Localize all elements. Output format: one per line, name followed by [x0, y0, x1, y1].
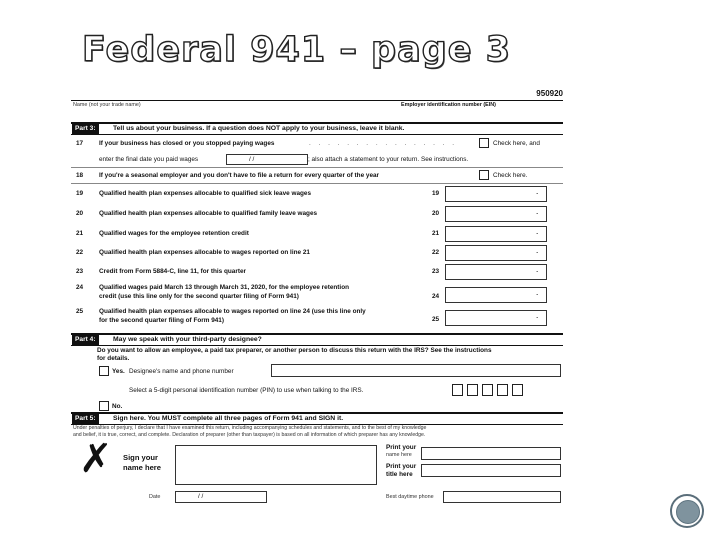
sign-label: Sign your	[123, 453, 159, 462]
divider	[71, 100, 563, 101]
slide-title: Federal 941 – page 3	[82, 30, 512, 70]
amount-field[interactable]: .	[445, 287, 547, 303]
part4-question-cont: for details.	[97, 355, 130, 362]
yes-label: Yes.	[112, 368, 125, 375]
line-ref: 24	[432, 293, 440, 300]
divider	[71, 412, 563, 414]
penalty-text-cont: and belief, it is true, correct, and complete. Declaration of preparer (other than taxpayer) is based on all information of which preparer has any knowledge.	[73, 432, 426, 438]
part3-heading: Tell us about your business. If a question does NOT apply to your business, leave it blank.	[113, 125, 405, 132]
line-text: Qualified health plan expenses allocable to qualified sick leave wages	[99, 190, 312, 197]
line24-text1: Qualified wages paid March 13 through March 31, 2020, for the employee retention	[99, 284, 350, 291]
line-number: 25	[76, 308, 84, 315]
part5-heading: Sign here. You MUST complete all three pages of Form 941 and SIGN it.	[113, 415, 344, 422]
amount-field[interactable]: .	[445, 206, 547, 222]
line18-check-label: Check here.	[493, 172, 528, 179]
print-title-label: Print your	[386, 463, 417, 470]
line-ref: 22	[432, 249, 440, 256]
line18-text: If you're a seasonal employer and you don't have to file a return for every quarter of the year	[99, 172, 380, 179]
line17-checkbox[interactable]	[479, 138, 489, 148]
slide-nav-button[interactable]	[670, 494, 704, 528]
line-number: 17	[76, 140, 84, 147]
pin-digit-input[interactable]	[482, 384, 493, 396]
line-number: 20	[76, 210, 84, 217]
pin-digit-input[interactable]	[512, 384, 523, 396]
ein-field[interactable]	[401, 111, 561, 121]
line17-final-date-label: enter the final date you paid wages	[99, 156, 199, 163]
line-ref: 25	[432, 316, 440, 323]
part4-tag: Part 4:	[72, 335, 99, 345]
divider	[71, 167, 563, 168]
divider	[71, 134, 563, 135]
leader-dots: . . . . . . . . . . . . . . . .	[309, 140, 458, 147]
penalty-text: Under penalties of perjury, I declare that I have examined this return, including accompanying schedules and statements, and to the best of my knowledge	[73, 425, 427, 431]
part5-tag: Part 5:	[72, 414, 99, 424]
divider	[71, 183, 563, 184]
print-title-label-cont: title here	[386, 471, 413, 478]
part4-heading: May we speak with your third-party designee?	[113, 336, 262, 343]
divider	[71, 122, 563, 124]
amount-field[interactable]: .	[445, 310, 547, 326]
pin-digit-input[interactable]	[452, 384, 463, 396]
line-text: Credit from Form 5884-C, line 11, for this quarter	[99, 268, 247, 275]
line18-checkbox[interactable]	[479, 170, 489, 180]
name-label: Name (not your trade name)	[73, 102, 141, 108]
line-text: Qualified health plan expenses allocable to wages reported on line 21	[99, 249, 310, 256]
form-number: 950920	[536, 89, 563, 98]
line25-text2: for the second quarter filing of Form 941)	[99, 317, 224, 324]
pin-digit-input[interactable]	[467, 384, 478, 396]
amount-field[interactable]: .	[445, 226, 547, 242]
print-title-input[interactable]	[421, 464, 561, 477]
ein-label: Employer identification number (EIN)	[401, 102, 496, 108]
line17-statement-text: ; also attach a statement to your return. See instructions.	[308, 156, 469, 163]
print-name-label: Print your	[386, 444, 417, 451]
no-label: No.	[112, 403, 123, 410]
line24-text2: credit (use this line only for the second quarter filing of Form 941)	[99, 293, 299, 300]
sign-x-icon: ✗	[79, 436, 113, 482]
print-name-input[interactable]	[421, 447, 561, 460]
divider	[71, 345, 563, 346]
final-date-input[interactable]: / /	[226, 154, 308, 165]
line25-text1: Qualified health plan expenses allocable to wages reported on line 24 (use this line only	[99, 308, 366, 315]
amount-field[interactable]: .	[445, 264, 547, 280]
designee-name-label: Designee's name and phone number	[129, 368, 234, 375]
sign-date-input[interactable]: / /	[175, 491, 267, 503]
amount-field[interactable]: .	[445, 186, 547, 202]
line-text: Qualified health plan expenses allocable to qualified family leave wages	[99, 210, 318, 217]
line-number: 24	[76, 284, 84, 291]
phone-label: Best daytime phone	[386, 494, 434, 500]
name-field[interactable]	[71, 111, 391, 121]
line-number: 18	[76, 172, 84, 179]
line-ref: 20	[432, 210, 440, 217]
print-name-label-cont: name here	[386, 452, 412, 458]
line17-check-label: Check here, and	[493, 140, 540, 147]
line-ref: 19	[432, 190, 440, 197]
line-number: 19	[76, 190, 84, 197]
part4-question: Do you want to allow an employee, a paid tax preparer, or another person to discuss this return with the IRS? See the instructions	[97, 347, 492, 354]
form-941-page3	[71, 89, 563, 510]
line-ref: 21	[432, 230, 440, 237]
pin-label: Select a 5-digit personal identification number (PIN) to use when talking to the IRS.	[129, 387, 364, 394]
line17-text: If your business has closed or you stopped paying wages	[99, 140, 275, 147]
signature-field[interactable]	[175, 445, 377, 485]
divider	[71, 333, 563, 335]
pin-digit-input[interactable]	[497, 384, 508, 396]
line-ref: 23	[432, 268, 440, 275]
designee-name-input[interactable]	[271, 364, 561, 377]
amount-field[interactable]: .	[445, 245, 547, 261]
part3-tag: Part 3:	[72, 124, 99, 134]
line-number: 23	[76, 268, 84, 275]
circle-nav-icon	[676, 500, 700, 524]
line-number: 22	[76, 249, 84, 256]
phone-input[interactable]	[443, 491, 561, 503]
line-number: 21	[76, 230, 84, 237]
sign-label-cont: name here	[123, 463, 161, 472]
date-label: Date	[149, 494, 161, 500]
line-text: Qualified wages for the employee retention credit	[99, 230, 249, 237]
designee-yes-checkbox[interactable]	[99, 366, 109, 376]
designee-no-checkbox[interactable]	[99, 401, 109, 411]
